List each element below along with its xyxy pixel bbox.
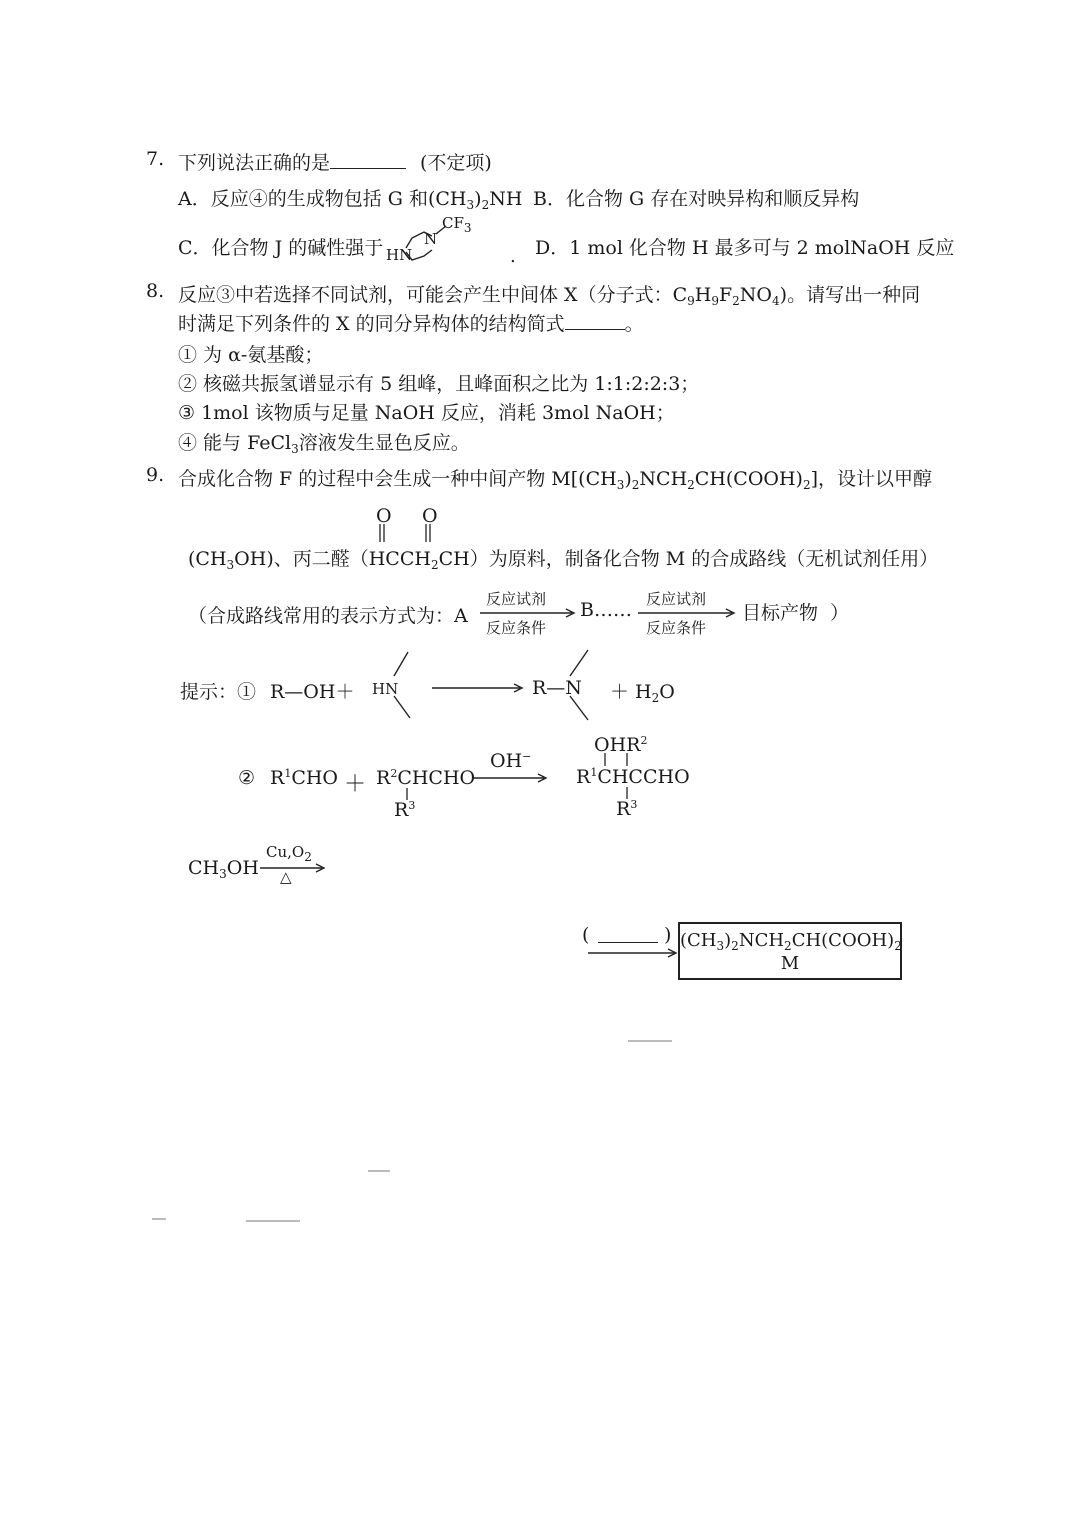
q7-option-a: A．反应④的生成物包括 G 和$(CH_3)_2NH$ — [178, 188, 523, 212]
compound-m-formula: $(CH_3)_2NCH_2CH(COOH)_2$ — [680, 930, 902, 953]
scan-mark — [152, 1218, 166, 1220]
answer-paren-open: ( — [582, 924, 590, 946]
route-reagent-label-2: 反应试剂 — [646, 590, 707, 608]
route-prefix: （合成路线常用的表示方式为：A — [188, 605, 468, 627]
hint2-reactant2: $R^2CHCHO$ — [376, 767, 476, 789]
hint2-arrow-icon — [472, 773, 552, 783]
q7-option-b: B．化合物 G 存在对映异构和顺反异构 — [533, 188, 860, 210]
q8-line1: 反应③中若选择不同试剂，可能会产生中间体 X（分子式：$C_9H_9F_2NO_4$)。请写出一种同 — [178, 284, 921, 308]
hint1-water: ＋ $H_2O$ — [610, 681, 675, 705]
q7-number: 7. — [146, 148, 165, 170]
route-b: B…… — [580, 599, 632, 621]
q8-answer-blank[interactable] — [565, 311, 625, 330]
hint1-product: R—N — [532, 677, 582, 699]
route-target: 目标产物 — [742, 602, 819, 624]
hint2-plus: ＋ — [344, 772, 367, 797]
amine-bonds-icon — [392, 650, 422, 722]
q8-condition-1: ① 为 α-氨基酸； — [178, 344, 324, 366]
hint-label: 提示：① — [180, 681, 257, 703]
route-reagent-label: 反应试剂 — [486, 590, 547, 608]
hint2-label: ② — [238, 767, 256, 789]
malonaldehyde-o2: O — [422, 505, 438, 527]
answer-start: $CH_3OH$ — [188, 857, 259, 881]
answer-reagent-blank[interactable] — [598, 930, 658, 943]
answer-arrow-icon — [260, 863, 330, 873]
product-bonds-icon — [568, 650, 598, 722]
route-condition-label: 反应条件 — [486, 619, 547, 637]
route-arrow-1-icon — [480, 608, 580, 618]
compound-m-box — [678, 922, 902, 980]
route-arrow-2-icon — [638, 608, 738, 618]
answer-condition-top: $Cu,O_2$ — [266, 843, 312, 864]
hint1-amine: HN — [372, 680, 399, 698]
q7-stem: 下列说法正确的是 (不定项) — [178, 152, 492, 174]
q8-line2: 时满足下列条件的 X 的同分异构体的结构简式 。 — [178, 313, 644, 335]
malonaldehyde-o1: O — [376, 505, 392, 527]
hint2-r3: $R^3$ — [394, 799, 416, 821]
q7-answer-blank[interactable] — [330, 150, 406, 169]
hint2-product: $R^1CHCCHO$ — [576, 766, 690, 788]
route-close: ） — [830, 602, 850, 624]
hint2-product-top: OHR$^2$ — [594, 734, 648, 756]
hint2-aldehyde: $R^1CHO$ — [270, 767, 338, 789]
hint1-arrow-icon — [432, 683, 532, 693]
scan-mark — [246, 1220, 300, 1222]
scan-mark — [628, 1040, 672, 1042]
hint1-reactant: R—OH＋ — [270, 681, 355, 703]
q8-condition-4: ④ 能与 FeCl$_3$溶液发生显色反应。 — [178, 432, 470, 456]
final-arrow-icon — [588, 948, 682, 958]
hint2-catalyst: OH− — [490, 750, 532, 772]
q8-number: 8. — [146, 280, 165, 302]
q8-condition-2: ② 核磁共振氢谱显示有 5 组峰，且峰面积之比为 1:1:2:2:3； — [178, 373, 700, 395]
q7-option-d: D．1 mol 化合物 H 最多可与 2 molNaOH 反应 — [535, 237, 955, 259]
scan-mark — [368, 1170, 390, 1172]
q8-condition-3: ③ 1mol 该物质与足量 NaOH 反应，消耗 3mol NaOH； — [178, 402, 675, 424]
q9-line2: $(CH_3OH)$、丙二醛$(HCCH_2CH)$为原料，制备化合物 M 的合成路线（无机试剂任用） — [188, 548, 939, 572]
q7-option-c: C．化合物 J 的碱性强于 — [178, 237, 384, 259]
q9-number: 9. — [146, 464, 165, 486]
route-condition-label-2: 反应条件 — [646, 619, 707, 637]
compound-m-label: M — [780, 953, 800, 974]
answer-condition-bottom: △ — [280, 868, 292, 886]
hint2-product-r3: $R^3$ — [616, 798, 638, 820]
carbonyl-bonds-icon — [376, 522, 436, 546]
q9-line1: 合成化合物 F 的过程中会生成一种中间产物 $M[(CH_3)_2NCH_2CH(COOH)_2]$，设计以甲醇 — [178, 468, 933, 492]
answer-paren-close: ) — [664, 924, 672, 946]
